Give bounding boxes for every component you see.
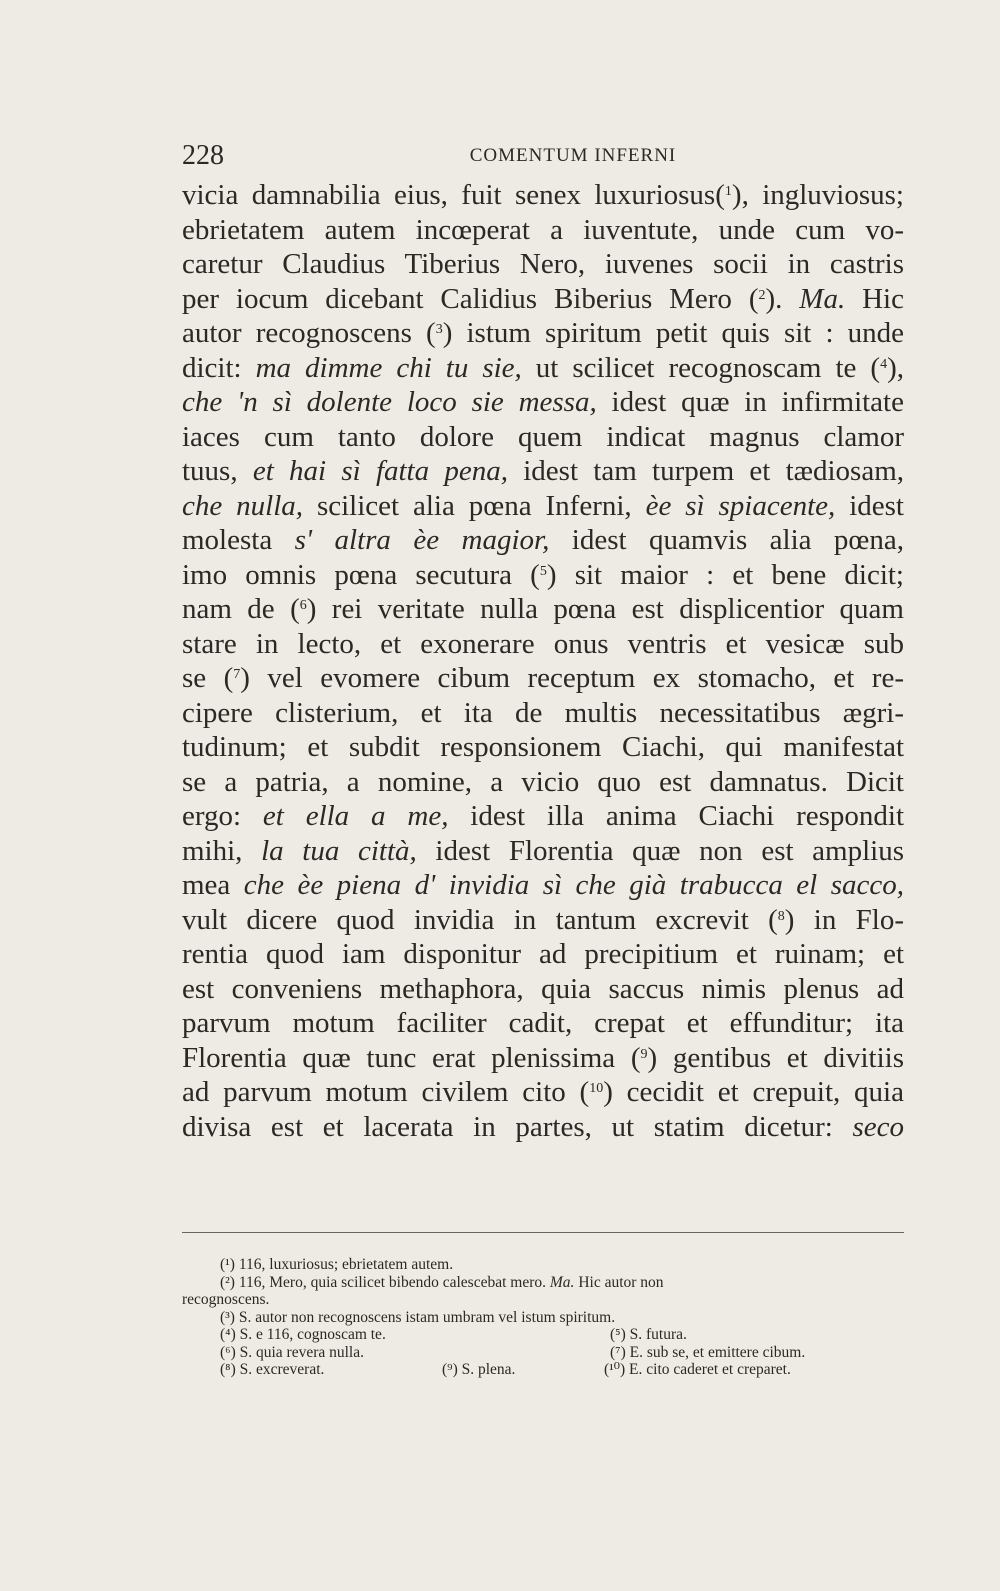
text-line: ergo: et ella a me, idest illa anima Ciachi respondit [182, 800, 904, 832]
footnotes [182, 1256, 904, 1379]
text-line: che nulla, scilicet alia pœna Inferni, èe sì spiacente, idest [182, 489, 904, 522]
text-line: se ($^7$) vel evomere cibum receptum ex stomacho, et re- [182, 662, 904, 694]
text-line: caretur Claudius Tiberius Nero, iuvenes socii in castris [182, 248, 904, 280]
text-line: Florentia quæ tunc erat plenissima ($^9$) gentibus et divitiis [182, 1041, 904, 1074]
footnote-divider [182, 1232, 904, 1233]
running-title: COMENTUM INFERNI [469, 145, 677, 166]
text-line: che 'n sì dolente loco sie messa, idest quæ in infirmitate [182, 386, 904, 418]
text-line: mihi, la tua città, idest Florentia quæ non est amplius [182, 834, 905, 867]
footnote-6: (⁶) S. quia revera nulla. [220, 1343, 364, 1361]
text-line: autor recognoscens ($^3$) istum spiritum petit quis sit : unde [182, 317, 904, 349]
text-line: tuus, et hai sì fatta pena, idest tam turpem et tædiosam, [182, 455, 905, 487]
footnote-8: (⁸) S. excreverat. [220, 1361, 325, 1378]
text-line: imo omnis pœna secutura ($^5$) sit maior : et bene dicit; [182, 558, 904, 591]
text-line: mea che èe piena d' invidia sì che già trabucca el sacco, [182, 869, 904, 901]
text-line: rentia quod iam disponitur ad precipitium et ruinam; et [182, 938, 904, 970]
footnote-4: (⁴) S. e 116, cognoscam te. [220, 1326, 386, 1343]
footnote-2: (²) 116, Mero, quia scilicet bibendo calescebat mero. Ma. Hic autor non [220, 1273, 664, 1291]
footnote-row [182, 1361, 904, 1379]
page-number: 228 [182, 140, 224, 171]
text-line: molesta s' altra èe magior, idest quamvis alia pœna, [182, 524, 904, 556]
footnote-2-continued: recognoscens. [182, 1291, 270, 1308]
text-line: divisa est et lacerata in partes, ut statim dicetur: seco [182, 1110, 904, 1143]
text-line: est conveniens methaphora, quia saccus nimis plenus ad [182, 972, 904, 1005]
footnote-9: (⁹) S. plena. [442, 1361, 516, 1378]
footnote-5: (⁵) S. futura. [610, 1326, 687, 1343]
text-line: dicit: ma dimme chi tu sie, ut scilicet recognoscam te ($^4$), [182, 351, 904, 384]
text-line: ad parvum motum civilem cito ($^{10}$) cecidit et crepuit, quia [182, 1076, 904, 1108]
text-line: iaces cum tanto dolore quem indicat magnus clamor [182, 420, 904, 453]
footnote-row [182, 1344, 904, 1362]
page-header [182, 140, 904, 180]
text-line: stare in lecto, et exonerare onus ventris et vesicæ sub [182, 627, 904, 660]
text-line: vult dicere quod invidia in tantum excrevit ($^8$) in Flo- [182, 903, 904, 936]
text-line: vicia damnabilia eius, fuit senex luxuriosus($^1$), ingluviosus; [182, 179, 904, 211]
footnote-3: (³) S. autor non recognoscens istam umbram vel istum spiritum. [220, 1308, 616, 1326]
text-line: ebrietatem autem incœperat a iuventute, unde cum vo- [182, 213, 904, 246]
text-line: cipere clisterium, et ita de multis necessitatibus ægri- [182, 696, 904, 729]
text-line: nam de ($^6$) rei veritate nulla pœna est displicentior quam [182, 593, 904, 625]
main-text [182, 178, 904, 1144]
text-line: per iocum dicebant Calidius Biberius Mero ($^2$). Ma. Hic [182, 282, 904, 315]
text-line: parvum motum faciliter cadit, crepat et effunditur; ita [182, 1007, 904, 1039]
footnote-row [182, 1326, 904, 1344]
footnote-1: (¹) 116, luxuriosus; ebrietatem autem. [220, 1256, 454, 1273]
text-line: se a patria, a nomine, a vicio quo est damnatus. Dicit [182, 765, 904, 798]
text-line: tudinum; et subdit responsionem Ciachi, qui manifestat [182, 731, 904, 763]
footnote-10: (¹⁰) E. cito caderet et creparet. [604, 1361, 791, 1378]
footnote-7: (⁷) E. sub se, et emittere cibum. [610, 1343, 806, 1361]
